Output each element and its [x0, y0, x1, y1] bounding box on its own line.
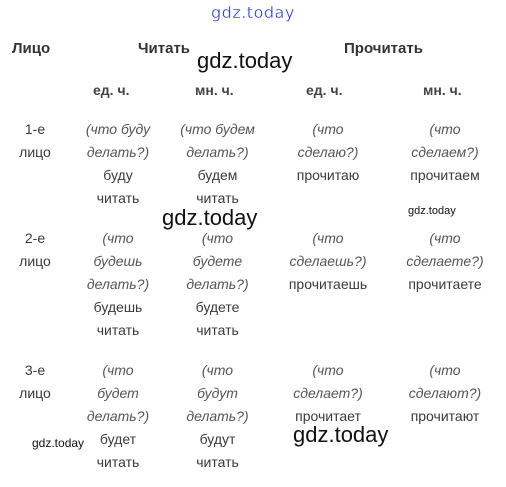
question-line: (что — [312, 121, 344, 137]
row-1-cell-3 — [278, 118, 378, 187]
question-line: будет — [97, 385, 139, 401]
question-line: (что — [201, 230, 234, 246]
verb-line: читать — [196, 190, 239, 206]
verb-line: буду — [103, 167, 133, 183]
row-2-cell-3 — [278, 227, 378, 296]
subheader-singular-read: ед. ч. — [93, 82, 130, 98]
verb-line: читать — [96, 190, 140, 206]
person-number: 3-е — [24, 362, 46, 378]
verb-line: прочитаешь — [288, 276, 368, 292]
row-3-person — [10, 359, 60, 405]
row-3-cell-4 — [395, 359, 495, 428]
question-line: делать?) — [86, 276, 150, 292]
question-line: сделает?) — [293, 385, 363, 401]
header-person: Лицо — [12, 40, 51, 57]
row-2-person — [10, 227, 60, 273]
watermark-middle-small: gdz.today — [408, 205, 456, 217]
question-line: (что — [312, 362, 344, 378]
person-word: лицо — [19, 253, 51, 269]
row-2-cell-2 — [165, 227, 270, 342]
verb-line: будем — [197, 167, 238, 183]
question-line: сделают?) — [408, 385, 482, 401]
subheader-singular-reread: ед. ч. — [306, 82, 343, 98]
subheader-plural-read: мн. ч. — [195, 82, 234, 98]
verb-line: читать — [96, 454, 140, 470]
watermark-bottom-large: gdz.today — [293, 422, 389, 447]
verb-line: будешь — [93, 299, 143, 315]
question-line: (что — [429, 121, 461, 137]
question-line: (что — [429, 362, 461, 378]
question-line: будешь — [93, 253, 143, 269]
question-line: (что — [429, 230, 461, 246]
row-1-cell-2 — [165, 118, 270, 210]
watermark-header: gdz.today — [197, 48, 293, 73]
verb-line: будет — [99, 431, 137, 447]
person-word: лицо — [19, 144, 51, 160]
question-line: (что — [102, 362, 134, 378]
question-line: делать?) — [86, 408, 150, 424]
verb-line: читать — [96, 322, 140, 338]
question-line: сделаю?) — [297, 144, 359, 160]
person-number: 1-е — [24, 121, 46, 137]
verb-line: прочитаете — [408, 276, 482, 292]
row-2-cell-4 — [395, 227, 495, 296]
question-line: (что будем — [180, 121, 255, 137]
row-3-cell-2 — [165, 359, 270, 474]
watermark-middle-large: gdz.today — [162, 205, 258, 230]
row-3-cell-1 — [68, 359, 168, 474]
verb-line: прочитаем — [410, 167, 480, 183]
question-line: будут — [197, 385, 238, 401]
question-line: сделаем?) — [411, 144, 479, 160]
verb-line: прочитает — [295, 408, 361, 424]
verb-line: читать — [196, 322, 239, 338]
person-word: лицо — [19, 385, 51, 401]
question-line: (что — [102, 230, 134, 246]
header-read: Читать — [138, 40, 191, 57]
question-line: сделаешь?) — [289, 253, 367, 269]
question-line: делать?) — [86, 144, 150, 160]
row-1-cell-1 — [68, 118, 168, 210]
question-line: (что — [201, 362, 234, 378]
question-line: делать?) — [186, 144, 249, 160]
verb-line: читать — [196, 454, 239, 470]
verb-line: прочитаю — [296, 167, 360, 183]
header-reread: Прочитать — [344, 40, 423, 57]
question-line: сделаете?) — [406, 253, 484, 269]
verb-line: будут — [199, 431, 236, 447]
watermark-bottom-small: gdz.today — [32, 436, 85, 450]
row-1-cell-4 — [395, 118, 495, 187]
question-line: (что буду — [85, 121, 151, 137]
person-number: 2-е — [24, 230, 46, 246]
verb-line: будете — [195, 299, 240, 315]
question-line: будете — [192, 253, 243, 269]
row-1-person — [10, 118, 60, 164]
watermark-top: gdz.today — [211, 3, 295, 22]
row-3-cell-3 — [278, 359, 378, 428]
question-line: (что — [312, 230, 344, 246]
row-2-cell-1 — [68, 227, 168, 342]
subheader-plural-reread: мн. ч. — [423, 82, 462, 98]
question-line: делать?) — [186, 408, 249, 424]
verb-line: прочитают — [410, 408, 480, 424]
question-line: делать?) — [186, 276, 249, 292]
